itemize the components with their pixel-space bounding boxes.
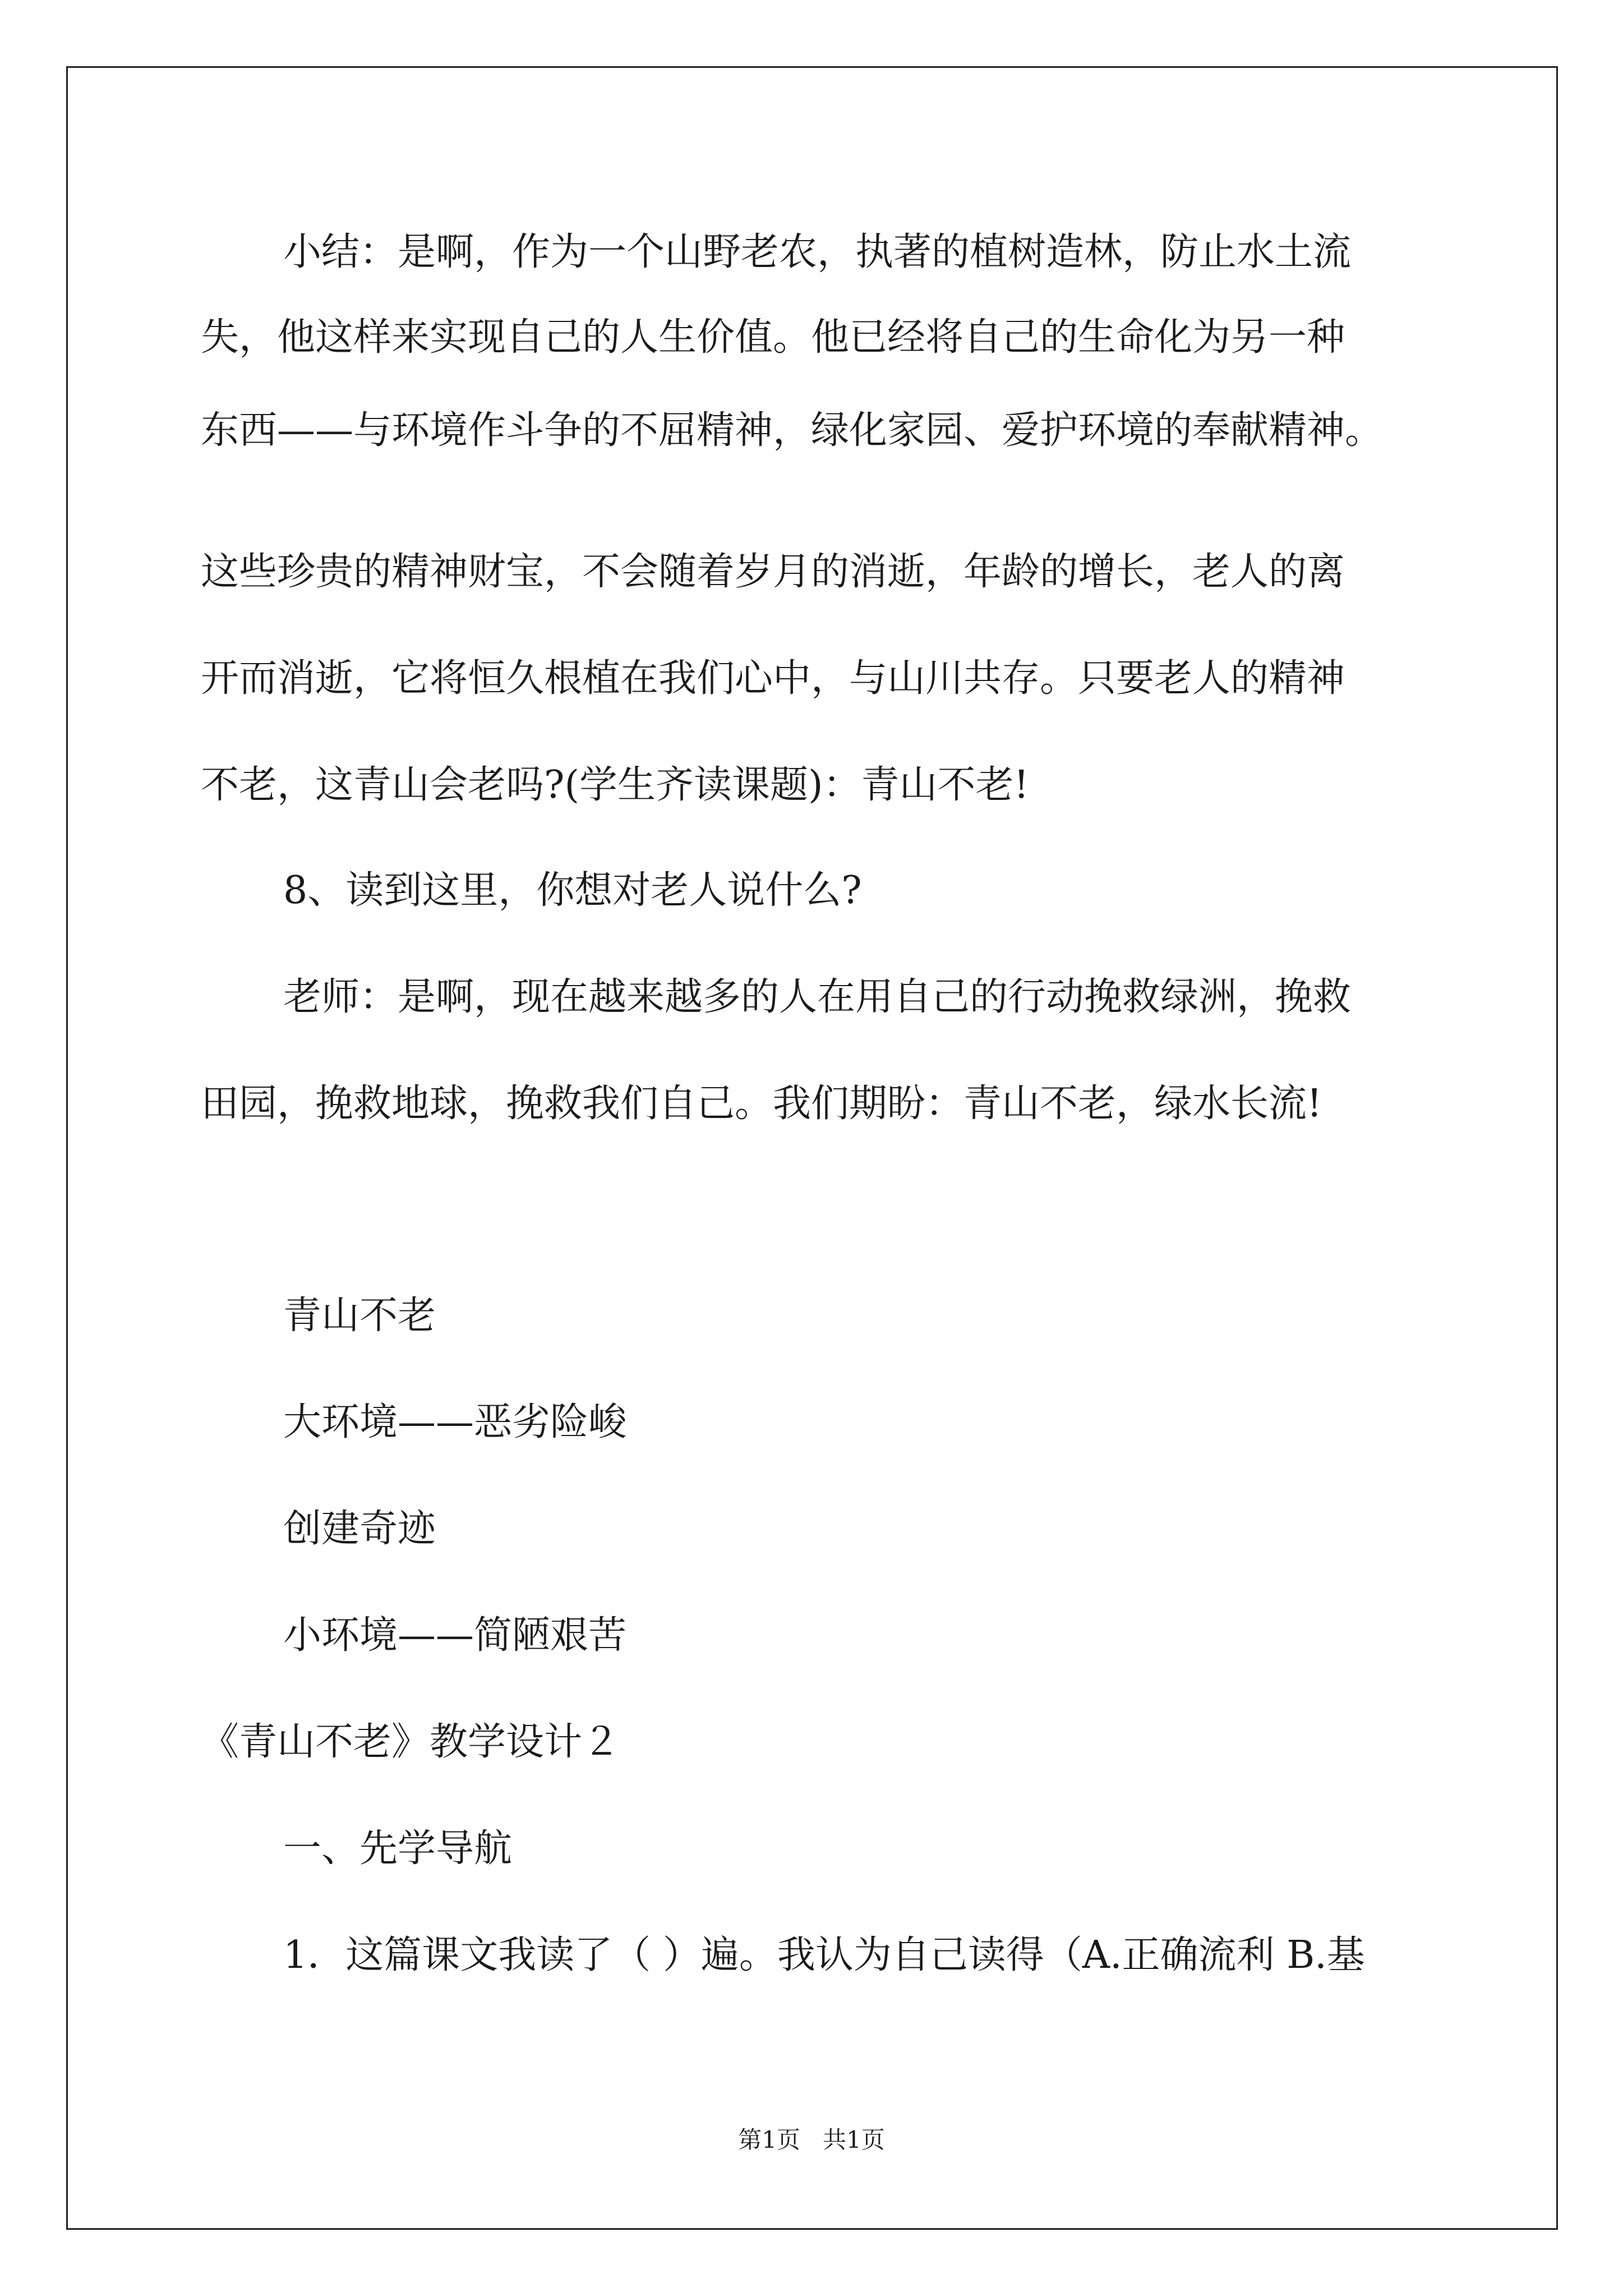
section-subheading: 一、先学导航 bbox=[283, 1826, 513, 1871]
summary-line-6: 不老，这青山会老吗?(学生齐读课题)：青山不老! bbox=[201, 763, 1029, 807]
teacher-line-1: 老师：是啊，现在越来越多的人在用自己的行动挽救绿洲，挽救 bbox=[283, 975, 1352, 1019]
summary-line-3: 东西——与环境作斗争的不屈精神，绿化家园、爱护环境的奉献精神。 bbox=[201, 408, 1384, 453]
summary-line-5: 开而消逝，它将恒久根植在我们心中，与山川共存。只要老人的精神 bbox=[201, 656, 1345, 701]
teacher-line-2: 田园，挽救地球，挽救我们自己。我们期盼：青山不老，绿水长流! bbox=[201, 1082, 1322, 1126]
page-border bbox=[66, 66, 1558, 2230]
section-heading: 《青山不老》教学设计２ bbox=[201, 1720, 621, 1764]
section-item-1: 1．这篇课文我读了（ ）遍。我认为自己读得（A.正确流利 B.基 bbox=[283, 1933, 1365, 1977]
board-title: 青山不老 bbox=[283, 1294, 436, 1338]
summary-line-2: 失，他这样来实现自己的人生价值。他已经将自己的生命化为另一种 bbox=[201, 315, 1345, 360]
page-number: 第1页 bbox=[738, 2126, 800, 2154]
summary-line-4: 这些珍贵的精神财宝，不会随着岁月的消逝，年龄的增长，老人的离 bbox=[201, 550, 1345, 594]
page-footer bbox=[0, 2126, 1623, 2154]
board-line-3: 小环境——简陋艰苦 bbox=[283, 1613, 627, 1658]
board-line-2: 创建奇迹 bbox=[283, 1507, 436, 1551]
board-line-1: 大环境——恶劣险峻 bbox=[283, 1400, 627, 1444]
summary-line-1: 小结：是啊，作为一个山野老农，执著的植树造林，防止水土流 bbox=[283, 230, 1352, 274]
page-total: 共1页 bbox=[823, 2126, 885, 2154]
question-8: 8、读到这里，你想对老人说什么? bbox=[283, 868, 862, 913]
